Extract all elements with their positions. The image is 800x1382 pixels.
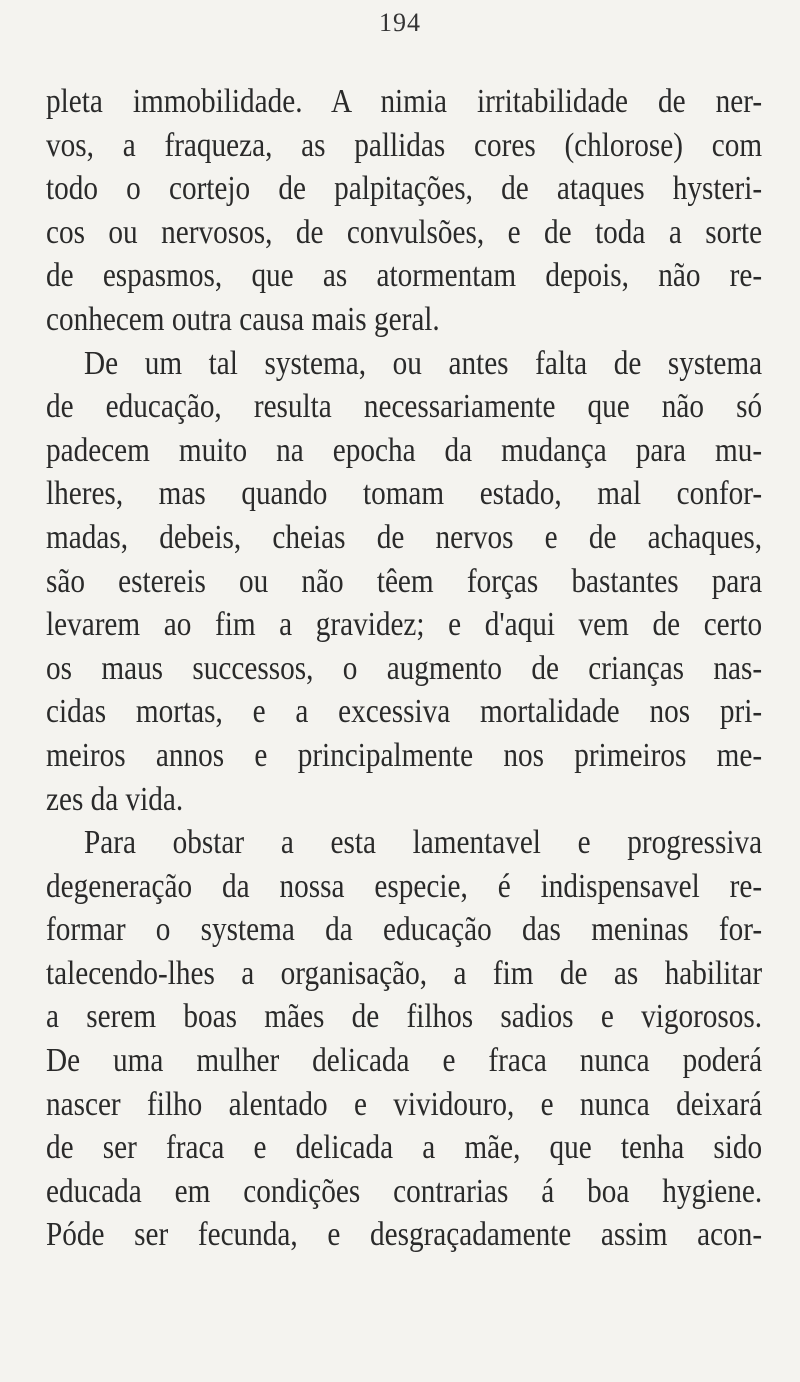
text-line: [46, 1039, 762, 1083]
text-line-content: cidas mortas, e a excessiva mortalidade nos pri-: [46, 693, 762, 731]
text-line-content: conhecem outra causa mais geral.: [46, 300, 440, 338]
text-line: [46, 690, 762, 734]
text-line: [46, 995, 762, 1039]
text-line-content: talecendo-lhes a organisação, a fim de as habilitar: [46, 954, 762, 992]
text-line: [46, 865, 762, 909]
text-line: [46, 603, 762, 647]
text-line-content: os maus successos, o augmento de crianças nas-: [46, 649, 762, 687]
text-line: [46, 778, 762, 822]
text-line-content: Póde ser fecunda, e desgraçadamente assim acon-: [46, 1216, 762, 1254]
text-line: [46, 1083, 762, 1127]
text-line: [46, 952, 762, 996]
text-line: [46, 124, 762, 168]
text-line-content: de espasmos, que as atormentam depois, não re-: [46, 257, 762, 295]
text-line: [46, 1126, 762, 1170]
text-line: [46, 516, 762, 560]
text-line-content: padecem muito na epocha da mudança para mu-: [46, 431, 762, 469]
text-line: [46, 1213, 762, 1257]
text-line: [46, 647, 762, 691]
text-line-content: De um tal systema, ou antes falta de systema: [84, 344, 762, 382]
text-line-content: cos ou nervosos, de convulsões, e de toda a sorte: [46, 213, 762, 251]
text-line: [46, 734, 762, 778]
text-line: [46, 908, 762, 952]
body-text: [46, 80, 762, 1257]
text-line: [46, 1170, 762, 1214]
text-line-content: formar o systema da educação das meninas for-: [46, 911, 762, 949]
text-line-content: lheres, mas quando tomam estado, mal confor-: [46, 475, 762, 513]
text-line-content: de ser fraca e delicada a mãe, que tenha sido: [46, 1129, 762, 1167]
text-line-content: de educação, resulta necessariamente que não só: [46, 388, 762, 426]
text-line: [46, 385, 762, 429]
text-line: [46, 342, 762, 386]
text-line-content: degeneração da nossa especie, é indispensavel re-: [46, 867, 762, 905]
text-line-content: madas, debeis, cheias de nervos e de achaques,: [46, 518, 762, 556]
text-line-content: meiros annos e principalmente nos primeiros me-: [46, 736, 762, 774]
text-line-content: De uma mulher delicada e fraca nunca poderá: [46, 1042, 762, 1080]
text-line-content: vos, a fraqueza, as pallidas cores (chlorose) com: [46, 126, 762, 164]
text-line-content: são estereis ou não têem forças bastantes para: [46, 562, 762, 600]
text-line-content: educada em condições contrarias á boa hygiene.: [46, 1172, 762, 1210]
text-line: [46, 80, 762, 124]
text-line-content: pleta immobilidade. A nimia irritabilidade de ner-: [46, 83, 762, 120]
text-line-content: todo o cortejo de palpitações, de ataques hysteri-: [46, 170, 762, 208]
text-line: [46, 472, 762, 516]
text-line: [46, 560, 762, 604]
text-line: [46, 298, 762, 342]
text-line: [46, 254, 762, 298]
text-line-content: zes da vida.: [46, 780, 184, 818]
text-line: [46, 821, 762, 865]
page-number: 194: [379, 8, 421, 37]
text-line: [46, 211, 762, 255]
text-line: [46, 429, 762, 473]
text-line-content: nascer filho alentado e vividouro, e nunca deixará: [46, 1085, 762, 1123]
text-line: [46, 167, 762, 211]
text-line-content: a serem boas mães de filhos sadios e vigorosos.: [46, 998, 762, 1036]
text-line-content: Para obstar a esta lamentavel e progressiva: [84, 824, 762, 862]
text-line-content: levarem ao fim a gravidez; e d'aqui vem de certo: [46, 606, 762, 644]
